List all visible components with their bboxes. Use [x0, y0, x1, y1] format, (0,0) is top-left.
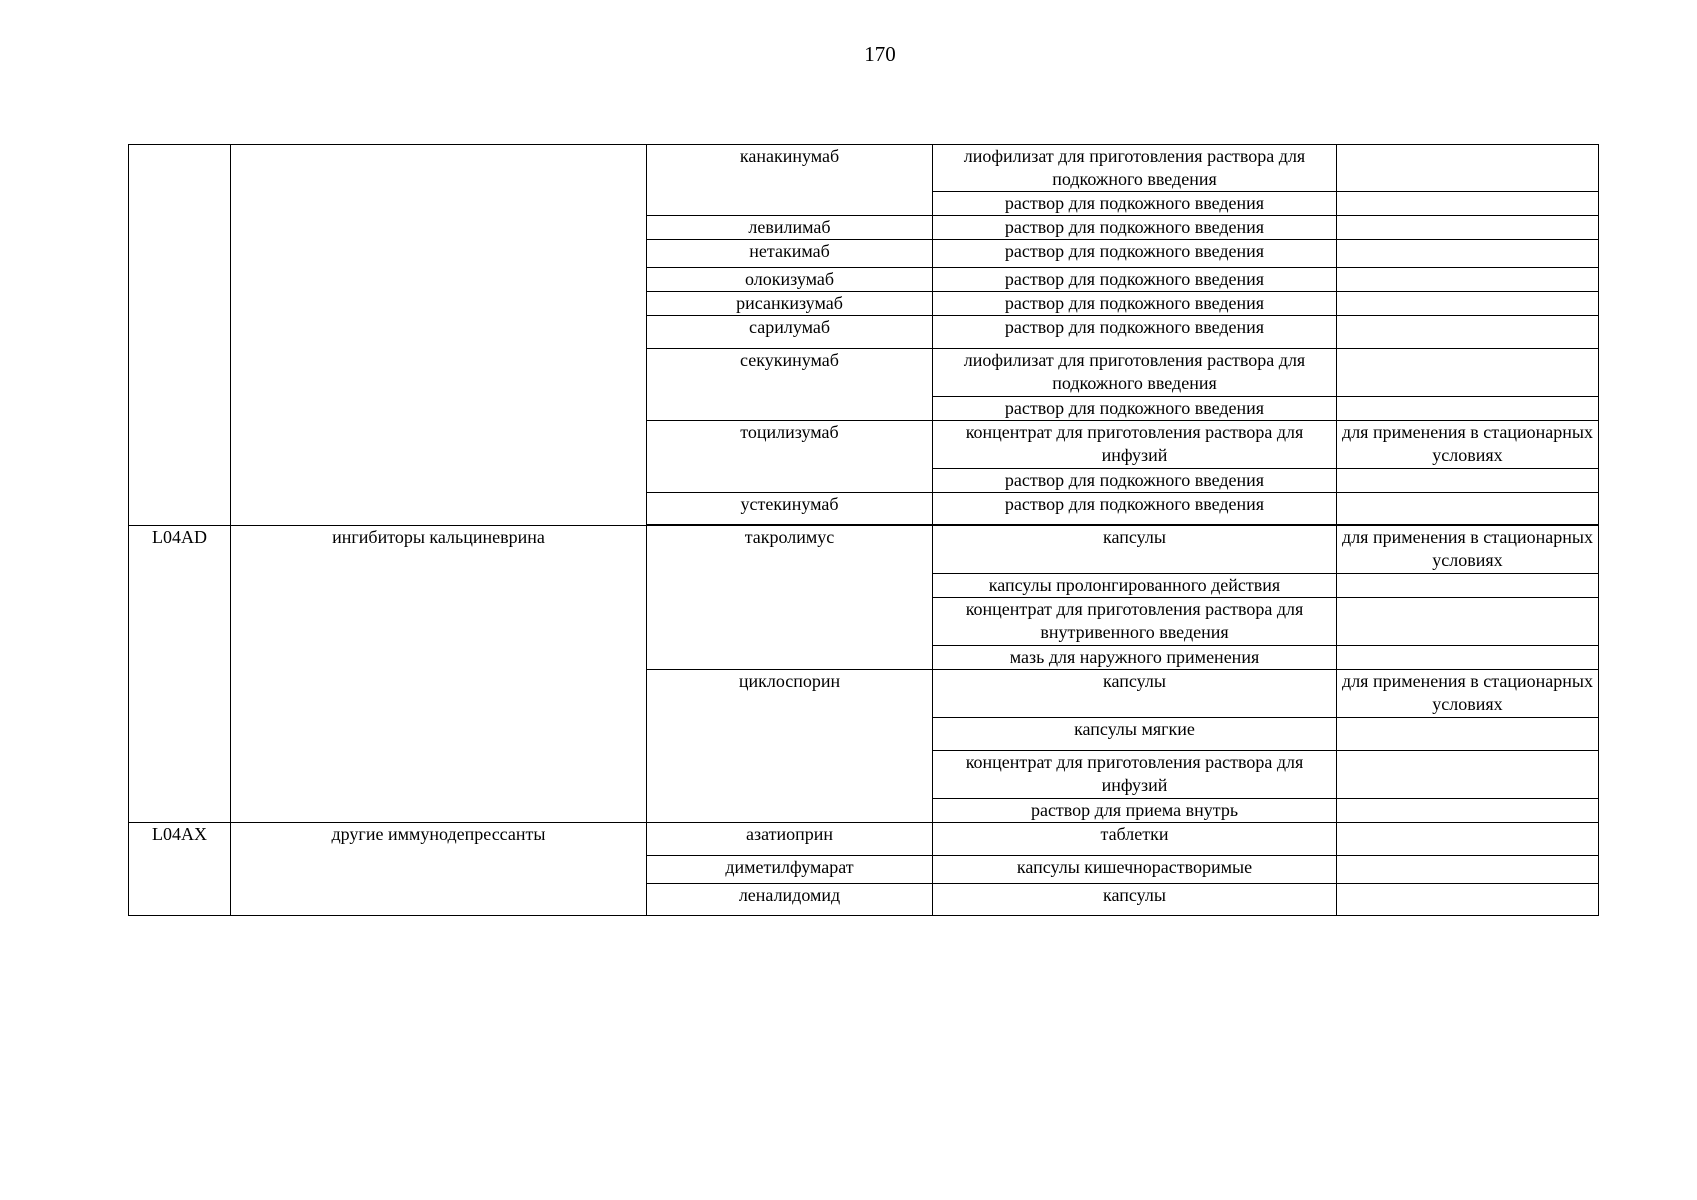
dosage-form: капсулы пролонгированного действия — [933, 574, 1337, 598]
atc-code: L04AX — [129, 823, 231, 916]
dosage-form: капсулы — [933, 884, 1337, 916]
note — [1337, 574, 1599, 598]
group-name: другие иммунодепрессанты — [231, 823, 647, 916]
drug-table — [128, 144, 1599, 916]
dosage-form: капсулы — [933, 526, 1337, 574]
note: для применения в стационарных условиях — [1337, 421, 1599, 469]
note — [1337, 718, 1599, 751]
atc-code-cell — [129, 145, 231, 526]
note — [1337, 240, 1599, 268]
note — [1337, 268, 1599, 292]
dosage-form: лиофилизат для приготовления раствора для подкожного введения — [933, 145, 1337, 192]
page-number: 170 — [864, 42, 896, 66]
note — [1337, 856, 1599, 884]
dosage-form: мазь для наружного применения — [933, 646, 1337, 670]
dosage-form: раствор для подкожного введения — [933, 192, 1337, 216]
dosage-form: раствор для подкожного введения — [933, 268, 1337, 292]
drug-name: леналидомид — [647, 884, 933, 916]
dosage-form: раствор для приема внутрь — [933, 799, 1337, 823]
dosage-form: капсулы кишечнорастворимые — [933, 856, 1337, 884]
note — [1337, 493, 1599, 525]
note — [1337, 751, 1599, 799]
group-name-cell — [231, 145, 647, 526]
dosage-form: капсулы — [933, 670, 1337, 718]
note: для применения в стационарных условиях — [1337, 526, 1599, 574]
note — [1337, 799, 1599, 823]
drug-name: циклоспорин — [647, 670, 933, 823]
note — [1337, 316, 1599, 349]
note — [1337, 884, 1599, 916]
drug-name: устекинумаб — [647, 493, 933, 525]
drug-name: такролимус — [647, 526, 933, 670]
note — [1337, 397, 1599, 421]
note — [1337, 145, 1599, 192]
dosage-form: раствор для подкожного введения — [933, 240, 1337, 268]
note — [1337, 823, 1599, 856]
note — [1337, 216, 1599, 240]
dosage-form: раствор для подкожного введения — [933, 316, 1337, 349]
dosage-form: раствор для подкожного введения — [933, 292, 1337, 316]
dosage-form: капсулы мягкие — [933, 718, 1337, 751]
note — [1337, 349, 1599, 397]
note — [1337, 646, 1599, 670]
dosage-form: раствор для подкожного введения — [933, 397, 1337, 421]
drug-name: олокизумаб — [647, 268, 933, 292]
note — [1337, 469, 1599, 493]
drug-name: диметилфумарат — [647, 856, 933, 884]
note — [1337, 192, 1599, 216]
dosage-form: таблетки — [933, 823, 1337, 856]
drug-name: рисанкизумаб — [647, 292, 933, 316]
group-name: ингибиторы кальциневрина — [231, 526, 647, 823]
dosage-form: концентрат для приготовления раствора для инфузий — [933, 421, 1337, 469]
dosage-form: раствор для подкожного введения — [933, 469, 1337, 493]
drug-name: секукинумаб — [647, 349, 933, 421]
drug-name: тоцилизумаб — [647, 421, 933, 493]
dosage-form: концентрат для приготовления раствора для инфузий — [933, 751, 1337, 799]
drug-name: канакинумаб — [647, 145, 933, 216]
drug-name: азатиоприн — [647, 823, 933, 856]
note — [1337, 292, 1599, 316]
atc-code: L04AD — [129, 526, 231, 823]
drug-name: нетакимаб — [647, 240, 933, 268]
dosage-form: раствор для подкожного введения — [933, 216, 1337, 240]
drug-name: сарилумаб — [647, 316, 933, 349]
dosage-form: концентрат для приготовления раствора для внутривенного введения — [933, 598, 1337, 646]
dosage-form: лиофилизат для приготовления раствора для подкожного введения — [933, 349, 1337, 397]
note: для применения в стационарных условиях — [1337, 670, 1599, 718]
note — [1337, 598, 1599, 646]
drug-name: левилимаб — [647, 216, 933, 240]
dosage-form: раствор для подкожного введения — [933, 493, 1337, 525]
